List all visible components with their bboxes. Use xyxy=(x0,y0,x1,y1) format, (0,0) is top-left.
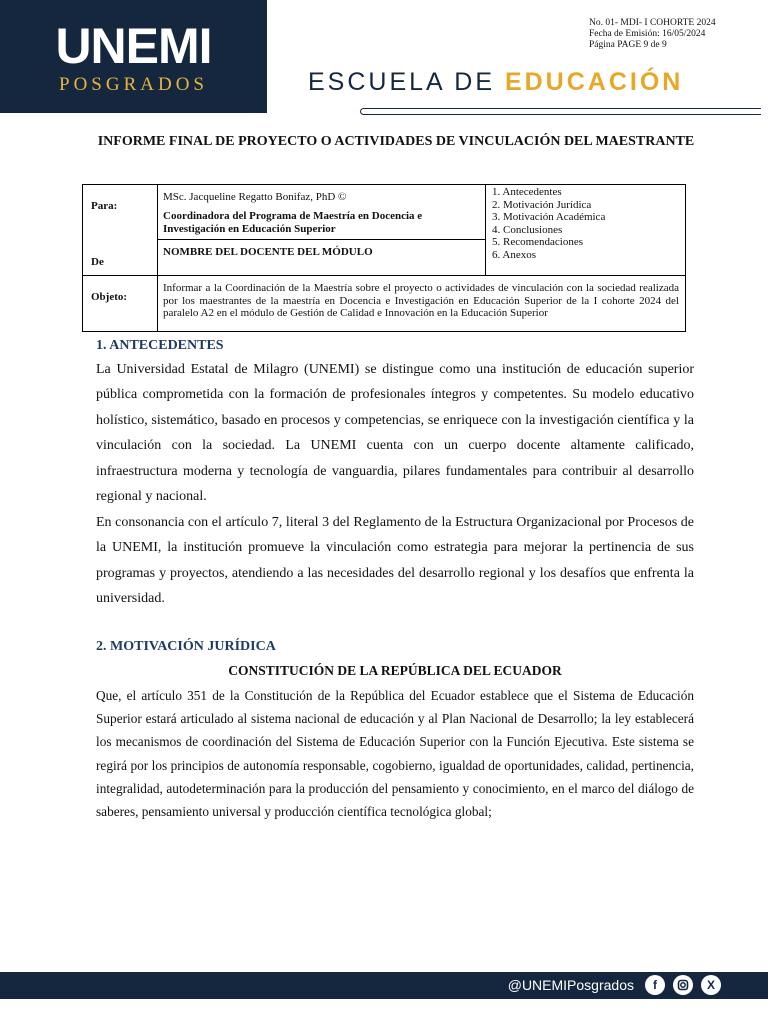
school-prefix: ESCUELA DE xyxy=(308,68,505,96)
document-number: No. 01- MDI- I COHORTE 2024 xyxy=(589,18,716,28)
index-item: 4. Conclusiones xyxy=(492,223,563,236)
section-heading-antecedentes: 1. ANTECEDENTES xyxy=(96,338,224,353)
issue-date: Fecha de Emisión: 16/05/2024 xyxy=(589,29,706,39)
footer-bar xyxy=(0,972,768,999)
document-meta xyxy=(589,18,716,51)
section-heading-motivacion-juridica: 2. MOTIVACIÓN JURÍDICA xyxy=(96,639,276,654)
index-item: 3. Motivación Académica xyxy=(492,211,606,223)
school-accent: EDUCACIÓN xyxy=(504,68,684,96)
de-value-cell xyxy=(157,239,486,276)
document-title: INFORME FINAL DE PROYECTO O ACTIVIDADES DE VINCULACIÓN DEL MAESTRANTE xyxy=(97,134,695,149)
index-item: 5. Recomendaciones xyxy=(492,236,584,248)
objeto-label-cell xyxy=(82,275,158,332)
para-role: Coordinadora del Programa de Maestría en Docencia e Investigación en Educación Superior xyxy=(163,210,423,235)
x-icon[interactable]: X xyxy=(701,975,721,995)
logo xyxy=(0,0,267,113)
instagram-glyph xyxy=(673,975,693,995)
paragraph: La Universidad Estatal de Milagro (UNEMI) se distingue como una institución de educación superior pública comprometida con la formación de profesionales íntegros y competentes. Su modelo educativo holístico, sistemático, basado en procesos y competencias, se enriquece con la investigación científica y la vinculación con la sociedad. La UNEMI cuenta con un cuerpo docente altamente calificado, infraestructura moderna y tecnología de vanguardia, pilares fundamentales para contribuir al desarrollo regional y nacional. xyxy=(96,362,694,505)
objeto-label: Objeto: xyxy=(91,291,128,303)
facebook-icon[interactable]: f xyxy=(645,975,665,995)
index-list xyxy=(492,186,605,261)
para-label: Para: xyxy=(91,200,118,212)
de-label: De xyxy=(91,256,104,268)
social-handle[interactable]: @UNEMIPosgrados xyxy=(507,977,634,993)
index-item: 1. Antecedentes xyxy=(492,186,562,198)
header-divider xyxy=(360,108,761,115)
objeto-value-cell xyxy=(157,275,686,332)
para-value-cell xyxy=(157,184,486,240)
logo-main-text: UNEMI xyxy=(55,18,212,74)
de-value: NOMBRE DEL DOCENTE DEL MÓDULO xyxy=(163,246,373,258)
index-item: 6. Anexos xyxy=(492,248,536,261)
logo-sub-text: POSGRADOS xyxy=(59,74,208,95)
memo-table xyxy=(82,184,686,332)
instagram-icon[interactable] xyxy=(673,975,693,995)
index-item: 2. Motivación Jurídica xyxy=(492,198,592,211)
page-number: Página PAGE 9 de 9 xyxy=(589,40,667,50)
paragraph: Que, el artículo 351 de la Constitución de la República del Ecuador establece que el Sistema de Educación Superior estará articulado al sistema nacional de educación y al Plan Nacional de Desarrollo; la ley establecerá los mecanismos de coordinación del Sistema de Educación Superior con la Función Ejecutiva. Este sistema se regirá por los principios de autonomía responsable, cogobierno, igualdad de oportunidades, calidad, pertinencia, integralidad, autodeterminación para la producción del pensamiento y conocimiento, en el marco del diálogo de saberes, pensamiento universal y producción científica tecnológica global; xyxy=(96,688,694,820)
paragraph: En consonancia con el artículo 7, literal 3 del Reglamento de la Estructura Organizacional por Procesos de la UNEMI, la institución promueve la vinculación como estrategia para mejorar la pertinencia de sus programas y proyectos, atendiendo a las necesidades del desarrollo regional y los desafíos que enfrenta la universidad. xyxy=(96,515,694,607)
objeto-value: Informar a la Coordinación de la Maestría sobre el proyecto o actividades de vinculación con la sociedad realizada por los maestrantes de la maestría en Docencia e Investigación en Educación Superior de la I cohorte 2024 del paralelo A2 en el módulo de Gestión de Calidad e Innovación en la Educación Superior xyxy=(163,282,679,319)
memo-label-cell xyxy=(82,184,158,276)
para-name: MSc. Jacqueline Regatto Bonifaz, PhD © xyxy=(163,191,347,203)
index-cell xyxy=(485,184,686,276)
school-name xyxy=(308,66,683,98)
subheading-constitucion: CONSTITUCIÓN DE LA REPÚBLICA DEL ECUADOR xyxy=(228,663,562,678)
